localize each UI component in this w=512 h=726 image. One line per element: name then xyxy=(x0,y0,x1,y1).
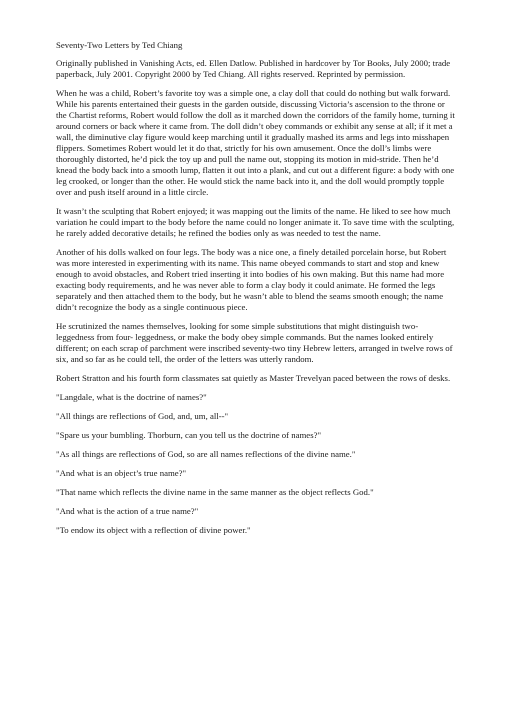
paragraph: He scrutinized the names themselves, looking for some simple substitutions that might distinguish two-leggedness from four- leggedness, or make the body obey simple commands. But the names looked entirely different; on each scrap of parchment were inscribed seventy-two tiny Hebrew letters, arranged in twelve rows of six, and so far as he could tell, the order of the letters was utterly random. xyxy=(56,321,453,364)
dialogue-line: "Langdale, what is the doctrine of names?" xyxy=(56,392,207,402)
copyright-notice: Originally published in Vanishing Acts, ed. Ellen Datlow. Published in hardcover by Tor Books, July 2000; trade paperback, July 2001. Copyright 2000 by Ted Chiang. All rights reserved. Reprinted by permission. xyxy=(56,58,451,79)
paragraph: Robert Stratton and his fourth form classmates sat quietly as Master Trevelyan paced between the rows of desks. xyxy=(56,373,451,383)
dialogue-line: "All things are reflections of God, and, um, all--" xyxy=(56,411,229,421)
dialogue-line: "As all things are reflections of God, so are all names reflections of the divine name." xyxy=(56,449,356,459)
paragraph: When he was a child, Robert’s favorite toy was a simple one, a clay doll that could do nothing but walk forward. While his parents entertained their guests in the garden outside, discussing Victoria’s ascension to the throne or the Chartist reforms, Robert would follow the doll as it marched down the corridors of the family home, turning it around corners or back where it came from. The doll didn’t obey commands or exhibit any sense at all; if it met a wall, the diminutive clay figure would keep marching until it gradually mashed its arms and legs into misshapen flippers. Sometimes Robert would let it do that, strictly for his own amusement. Once the doll’s limbs were thoroughly distorted, he’d pick the toy up and pull the name out, stopping its motion in mid-stride. Then he’d knead the body back into a smooth lump, flatten it out into a plank, and cut out a different figure: a body with one leg crooked, or longer than the other. He would stick the name back into it, and the doll would promptly topple over and push itself around in a little circle. xyxy=(56,88,455,197)
dialogue-line: "Spare us your bumbling. Thorburn, can you tell us the doctrine of names?" xyxy=(56,430,322,440)
document-page xyxy=(56,40,456,544)
dialogue-line: "And what is the action of a true name?" xyxy=(56,506,199,516)
dialogue-line: "That name which reflects the divine name in the same manner as the object reflects God." xyxy=(56,487,374,497)
dialogue-line: "To endow its object with a reflection of divine power." xyxy=(56,525,251,535)
dialogue-line: "And what is an object’s true name?" xyxy=(56,468,187,478)
paragraph: Another of his dolls walked on four legs. The body was a nice one, a finely detailed porcelain horse, but Robert was more interested in experimenting with its name. This name obeyed commands to start and stop and knew enough to avoid obstacles, and Robert tried inserting it into bodies of his own making. But this name had more exacting body requirements, and he was never able to form a clay body it could animate. He formed the legs separately and then attached them to the body, but he wasn’t able to blend the seams smooth enough; the name didn’t recognize the body as a single continuous piece. xyxy=(56,247,447,312)
document-title: Seventy-Two Letters by Ted Chiang xyxy=(56,40,183,50)
paragraph: It wasn’t the sculpting that Robert enjoyed; it was mapping out the limits of the name. He liked to see how much variation he could impart to the body before the name could no longer animate it. To save time with the sculpting, he rarely added decorative details; he refined the bodies only as was needed to test the name. xyxy=(56,206,455,238)
